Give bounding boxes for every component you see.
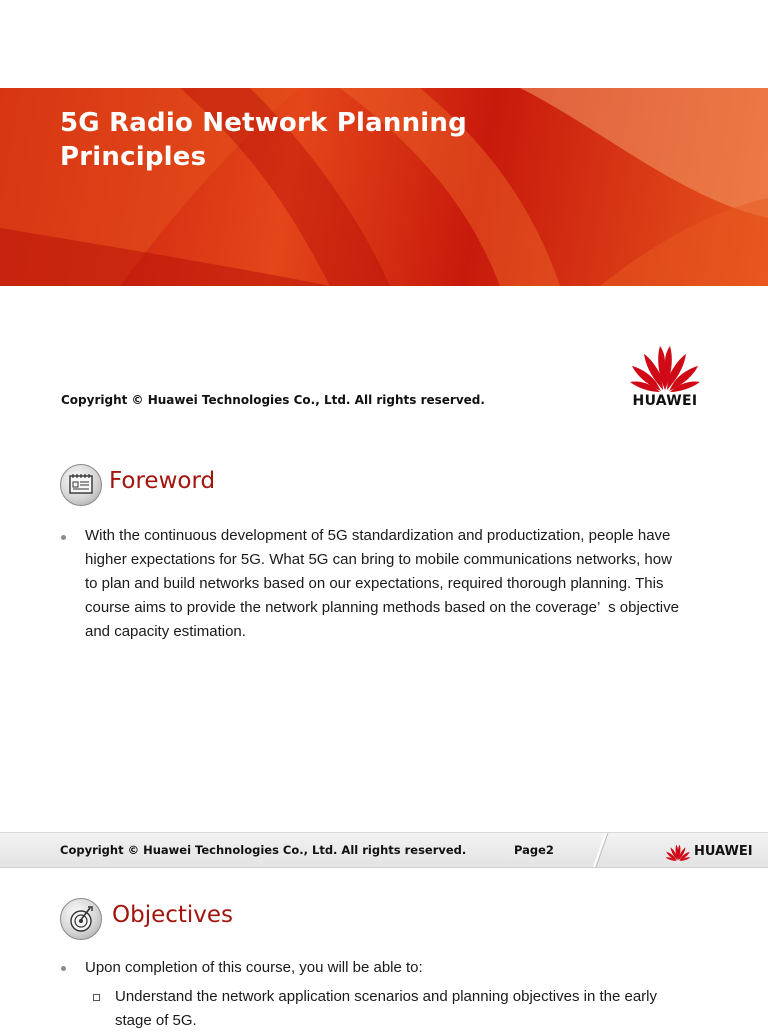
footer-divider-slash (590, 833, 614, 867)
foreword-slide (0, 432, 768, 866)
title-line-1: 5G Radio Network Planning (60, 108, 467, 138)
foreword-line: With the continuous development of 5G standardization and productization, people have (85, 527, 671, 544)
title-slide (0, 0, 768, 432)
title-copyright: Copyright © Huawei Technologies Co., Ltd. All rights reserved. (61, 393, 485, 407)
foreword-line: course aims to provide the network planning methods based on the coverage’ s objective (85, 599, 679, 616)
objective-item (115, 985, 735, 1033)
title-line-2: Principles (60, 142, 207, 172)
huawei-wordmark: HUAWEI (694, 844, 753, 859)
objectives-heading: Objectives (112, 902, 234, 928)
target-check-icon (60, 898, 102, 940)
huawei-logo-small (664, 841, 753, 861)
huawei-flower-icon (626, 336, 704, 392)
objectives-intro: Upon completion of this course, you will be able to: (85, 959, 423, 976)
foreword-line: to plan and build networks based on our expectations, required thorough planning. This (85, 575, 664, 592)
sub-bullet-icon (93, 994, 100, 1001)
huawei-logo (626, 336, 704, 410)
huawei-flower-icon (664, 841, 692, 861)
slide-footer (0, 832, 768, 868)
huawei-wordmark: HUAWEI (632, 393, 698, 409)
page-number: Page2 (514, 843, 554, 857)
footer-copyright: Copyright © Huawei Technologies Co., Ltd. All rights reserved. (60, 843, 467, 857)
objective-line: Understand the network application scenarios and planning objectives in the early (115, 988, 657, 1005)
foreword-line: higher expectations for 5G. What 5G can bring to mobile communications networks, how (85, 551, 672, 568)
foreword-body (85, 524, 735, 644)
bullet-icon (61, 966, 66, 971)
foreword-heading: Foreword (109, 468, 216, 494)
objective-line: stage of 5G. (115, 1012, 197, 1029)
document-list-icon (60, 464, 102, 506)
bullet-icon (61, 535, 66, 540)
objectives-slide (0, 866, 768, 1029)
presentation-title (60, 106, 580, 174)
foreword-line: and capacity estimation. (85, 623, 246, 640)
